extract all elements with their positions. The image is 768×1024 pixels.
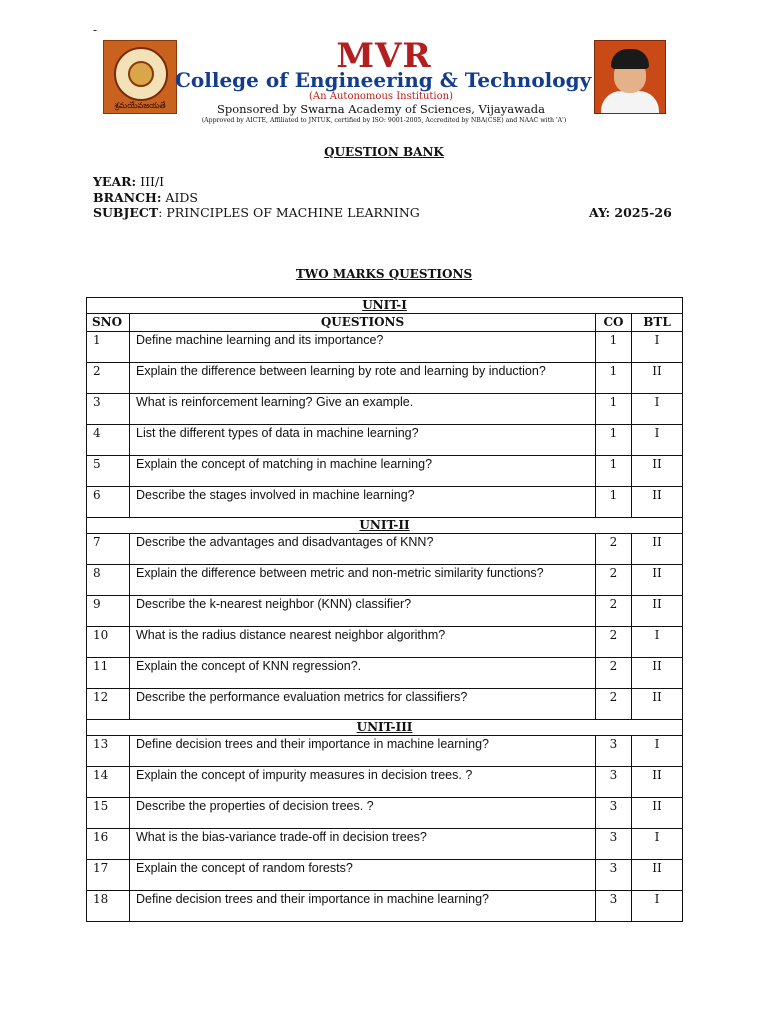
co-cell: 1 [596, 363, 632, 394]
founder-photo [594, 40, 666, 114]
question-cell: Explain the concept of KNN regression?. [130, 658, 596, 689]
brand-name: MVR [336, 36, 432, 76]
table-row [87, 456, 683, 487]
sno-cell: 5 [87, 456, 130, 487]
sno-cell: 2 [87, 363, 130, 394]
unit-row [87, 518, 683, 534]
table-row [87, 736, 683, 767]
subject-line [93, 205, 420, 220]
question-cell: Explain the difference between learning by rote and learning by induction? [130, 363, 596, 394]
question-cell: Describe the k-nearest neighbor (KNN) classifier? [130, 596, 596, 627]
table-row [87, 627, 683, 658]
stray-dash: - [93, 23, 98, 37]
sno-header: SNO [87, 314, 130, 332]
sponsor-line: Sponsored by Swarna Academy of Sciences, Vijayawada [216, 102, 546, 116]
co-cell: 2 [596, 689, 632, 720]
table-row [87, 565, 683, 596]
branch-value: AIDS [161, 190, 198, 205]
questions-table [86, 297, 683, 922]
year-label: YEAR: [93, 174, 137, 189]
btl-cell: I [632, 394, 683, 425]
btl-cell: I [632, 425, 683, 456]
co-cell: 1 [596, 394, 632, 425]
sno-cell: 6 [87, 487, 130, 518]
sno-cell: 16 [87, 829, 130, 860]
question-cell: Describe the performance evaluation metrics for classifiers? [130, 689, 596, 720]
btl-cell: II [632, 767, 683, 798]
branch-label: BRANCH: [93, 190, 162, 205]
btl-cell: I [632, 627, 683, 658]
unit-heading: UNIT-I [87, 298, 683, 314]
co-cell: 2 [596, 534, 632, 565]
btl-cell: II [632, 798, 683, 829]
sno-cell: 9 [87, 596, 130, 627]
question-cell: What is reinforcement learning? Give an example. [130, 394, 596, 425]
sno-cell: 7 [87, 534, 130, 565]
document-title: QUESTION BANK [324, 145, 444, 159]
btl-cell: II [632, 596, 683, 627]
co-cell: 3 [596, 798, 632, 829]
btl-cell: II [632, 565, 683, 596]
question-cell: What is the radius distance nearest neighbor algorithm? [130, 627, 596, 658]
table-row [87, 689, 683, 720]
unit-heading: UNIT-II [87, 518, 683, 534]
btl-header: BTL [632, 314, 683, 332]
sno-cell: 12 [87, 689, 130, 720]
table-row [87, 425, 683, 456]
co-header: CO [596, 314, 632, 332]
sno-cell: 3 [87, 394, 130, 425]
subject-value: : PRINCIPLES OF MACHINE LEARNING [158, 205, 420, 220]
co-cell: 3 [596, 860, 632, 891]
sno-cell: 11 [87, 658, 130, 689]
sno-cell: 15 [87, 798, 130, 829]
btl-cell: II [632, 658, 683, 689]
question-cell: List the different types of data in machine learning? [130, 425, 596, 456]
table-row [87, 363, 683, 394]
sno-cell: 1 [87, 332, 130, 363]
table-row [87, 767, 683, 798]
table-row [87, 860, 683, 891]
co-cell: 2 [596, 565, 632, 596]
co-cell: 1 [596, 456, 632, 487]
table-row [87, 487, 683, 518]
academic-year: AY: 2025-26 [589, 205, 672, 220]
table-row [87, 891, 683, 922]
table-row [87, 596, 683, 627]
btl-cell: II [632, 534, 683, 565]
sno-cell: 10 [87, 627, 130, 658]
college-header [103, 36, 665, 125]
table-header-row [87, 314, 683, 332]
co-cell: 3 [596, 891, 632, 922]
co-cell: 2 [596, 596, 632, 627]
logo-motto: శ్రమయేవజయతే [114, 101, 166, 110]
question-cell: Describe the advantages and disadvantages of KNN? [130, 534, 596, 565]
table-row [87, 658, 683, 689]
co-cell: 3 [596, 829, 632, 860]
sno-cell: 8 [87, 565, 130, 596]
question-cell: Define decision trees and their importance in machine learning? [130, 891, 596, 922]
autonomous-tagline: (An Autonomous Institution) [309, 91, 453, 102]
btl-cell: II [632, 860, 683, 891]
table-row [87, 798, 683, 829]
co-cell: 1 [596, 425, 632, 456]
question-cell: Describe the properties of decision trees. ? [130, 798, 596, 829]
question-cell: What is the bias-variance trade-off in decision trees? [130, 829, 596, 860]
unit-row [87, 720, 683, 736]
question-cell: Define decision trees and their importance in machine learning? [130, 736, 596, 767]
branch-line [93, 190, 198, 205]
btl-cell: II [632, 487, 683, 518]
year-line [93, 174, 164, 189]
co-cell: 1 [596, 332, 632, 363]
sno-cell: 14 [87, 767, 130, 798]
table-row [87, 394, 683, 425]
unit-heading: UNIT-III [87, 720, 683, 736]
co-cell: 1 [596, 487, 632, 518]
college-logo-icon [103, 40, 177, 114]
question-cell: Explain the concept of random forests? [130, 860, 596, 891]
btl-cell: II [632, 689, 683, 720]
sno-cell: 17 [87, 860, 130, 891]
co-cell: 2 [596, 627, 632, 658]
question-cell: Define machine learning and its importance? [130, 332, 596, 363]
college-name: College of Engineering & Technology [175, 68, 592, 92]
btl-cell: I [632, 332, 683, 363]
co-cell: 2 [596, 658, 632, 689]
question-cell: Explain the concept of matching in machine learning? [130, 456, 596, 487]
year-value: III/I [136, 174, 165, 189]
accreditation-line: (Approved by AICTE, Affiliated to JNTUK, certified by ISO: 9001-2005, Accredited by NBA(CSE) and NAAC with 'A') [201, 117, 567, 124]
table-row [87, 332, 683, 363]
btl-cell: I [632, 891, 683, 922]
unit-row [87, 298, 683, 314]
co-cell: 3 [596, 767, 632, 798]
subject-label: SUBJECT [93, 205, 159, 220]
co-cell: 3 [596, 736, 632, 767]
question-cell: Explain the concept of impurity measures in decision trees. ? [130, 767, 596, 798]
btl-cell: I [632, 829, 683, 860]
question-cell: Explain the difference between metric and non-metric similarity functions? [130, 565, 596, 596]
table-row [87, 534, 683, 565]
btl-cell: II [632, 363, 683, 394]
btl-cell: II [632, 456, 683, 487]
table-row [87, 829, 683, 860]
sno-cell: 4 [87, 425, 130, 456]
seal-emblem-icon [114, 47, 168, 101]
question-cell: Describe the stages involved in machine learning? [130, 487, 596, 518]
sno-cell: 13 [87, 736, 130, 767]
questions-header: QUESTIONS [130, 314, 596, 332]
btl-cell: I [632, 736, 683, 767]
section-title: TWO MARKS QUESTIONS [295, 267, 473, 281]
sno-cell: 18 [87, 891, 130, 922]
